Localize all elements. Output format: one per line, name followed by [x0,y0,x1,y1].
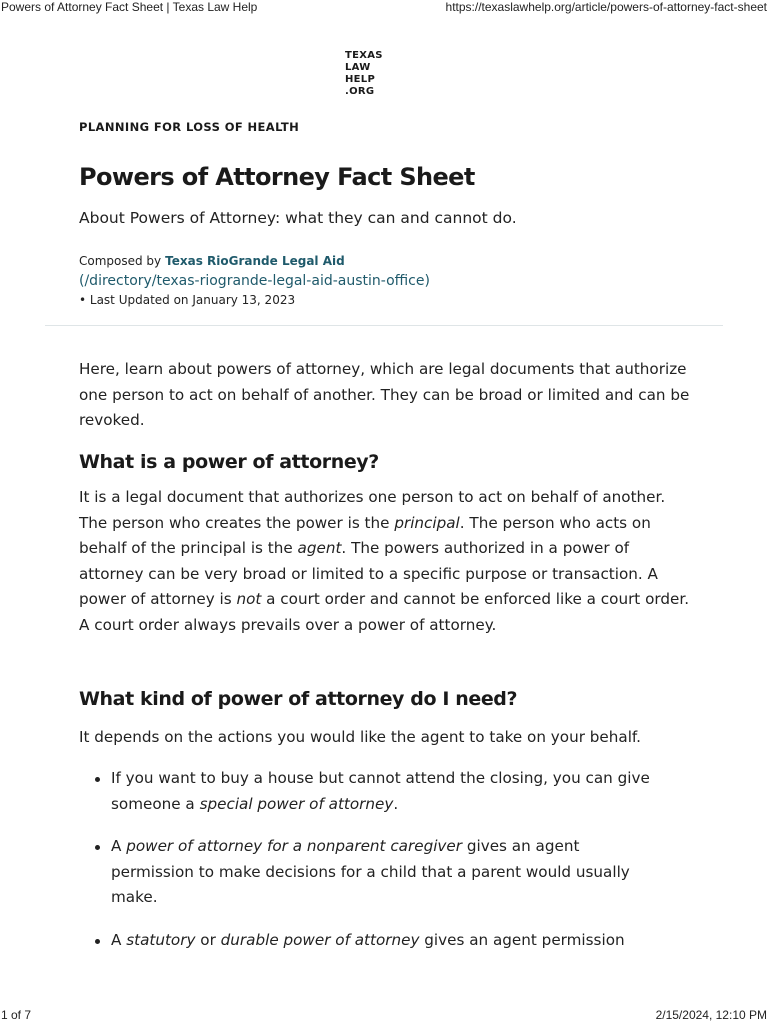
logo-line: LAW [345,62,371,73]
term-not: not [236,590,262,608]
term-nonparent-caregiver-poa: power of attorney for a nonparent caregiver [126,837,463,855]
print-header-url: https://texaslawhelp.org/article/powers-of-attorney-fact-sheet [445,0,767,14]
section-heading-what-is: What is a power of attorney? [79,451,379,473]
print-header [0,0,768,16]
article-subtitle: About Powers of Attorney: what they can and cannot do. [79,209,517,227]
divider [45,325,723,326]
term-special-poa: special power of attorney [199,794,394,813]
text-span: It is a legal document that authorizes one person to act on behalf of another. The person who creates the power is the [79,488,666,532]
print-footer [0,1008,768,1024]
list-item [95,834,655,911]
print-date: 2/15/2024, 12:10 PM [655,1008,767,1022]
text-span: a court order and cannot be enforced like a court order. A court order always prevails over a power of attorney. [79,590,690,634]
section2-intro: It depends on the actions you would like the agent to take on your behalf. [79,728,641,746]
article-category[interactable]: PLANNING FOR LOSS OF HEALTH [79,120,300,134]
print-header-title: Powers of Attorney Fact Sheet | Texas Law Help [1,0,258,14]
section-heading-what-kind: What kind of power of attorney do I need? [79,688,518,710]
text-span: . The powers authorized in a power of attorney can be very broad or limited to a specific purpose or transaction. A power of attorney is [79,539,658,608]
list-item [95,928,655,954]
logo-line: HELP [345,74,376,85]
term-principal: principal [394,513,460,532]
text-span: gives an agent permission to make decisions for a child that a parent would usually make. [111,837,630,906]
term-agent: agent [297,539,342,557]
text-span: . [393,794,399,813]
site-logo[interactable] [345,50,383,98]
bullet-icon [95,777,100,782]
bullet-icon [95,845,100,850]
text-span: If you want to buy a house but cannot attend the closing, you can give someone a [111,769,650,813]
section1-paragraph [79,485,691,638]
term-durable-poa: durable power of attorney [220,930,420,949]
bullet-icon [95,939,100,944]
logo-line: .ORG [345,86,375,97]
text-span: gives an agent permission [419,930,625,949]
author-link[interactable]: Texas RioGrande Legal Aid [165,254,345,268]
byline-label: Composed by [79,254,162,268]
text-span: or [195,930,221,949]
intro-paragraph: Here, learn about powers of attorney, which are legal documents that authorize one person to act on behalf of another. They can be broad or limited and can be revoked. [79,360,690,429]
list-item [95,766,655,817]
term-statutory: statutory [126,930,196,949]
text-span: A [111,837,127,855]
text-span: . The person who acts on behalf of the principal is the [79,513,651,557]
page-number: 1 of 7 [1,1008,32,1022]
byline [79,251,719,309]
article-title: Powers of Attorney Fact Sheet [79,163,475,191]
logo-line: TEXAS [345,50,383,61]
last-updated: • Last Updated on January 13, 2023 [79,293,296,307]
author-url[interactable]: (/directory/texas-riogrande-legal-aid-austin-office) [79,273,430,289]
text-span: A [111,930,127,949]
poa-types-list [95,766,655,970]
